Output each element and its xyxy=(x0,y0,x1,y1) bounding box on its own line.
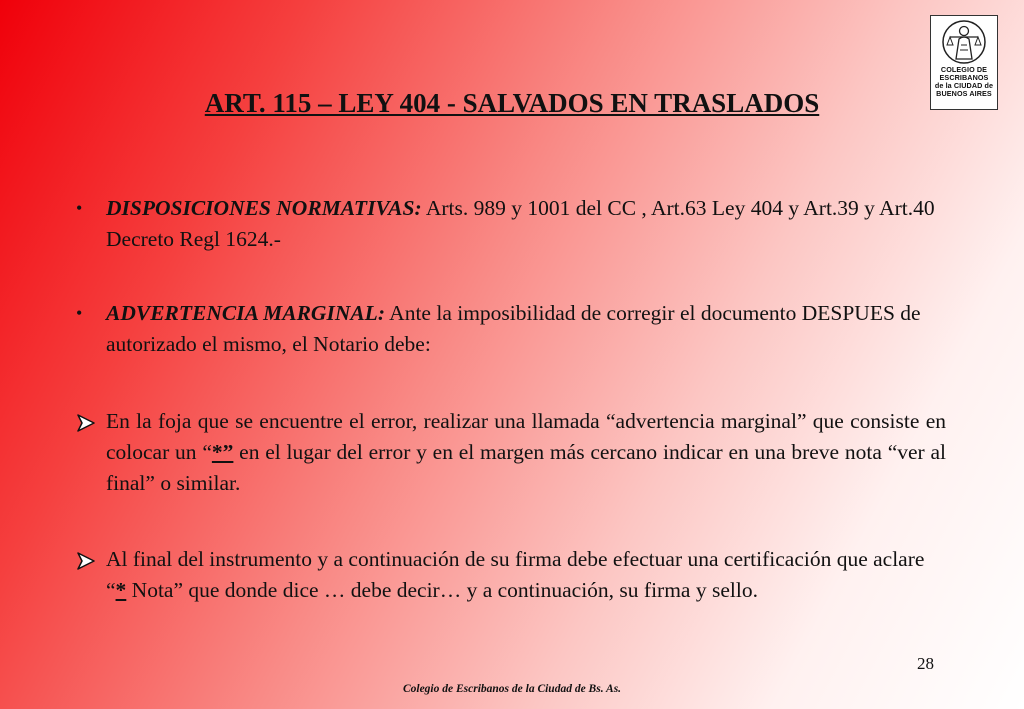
item-lead: DISPOSICIONES NORMATIVAS: xyxy=(106,196,422,220)
item-text: Ante la imposibilidad de corregir el documento DESPUES de autorizado el mismo, el Notario debe: xyxy=(106,301,921,356)
list-item-advertencia xyxy=(76,298,946,360)
list-item-foja xyxy=(76,406,946,499)
asterisk-mark: * xyxy=(115,578,127,602)
logo-line: COLEGIO DE xyxy=(940,65,988,74)
item-text: En la foja que se encuentre el error, realizar una llamada “advertencia marginal” que consiste en colocar un “ xyxy=(106,409,946,464)
item-text: en el lugar del error y en el margen más cercano indicar en una breve nota “ver al final” o similar. xyxy=(106,440,946,495)
logo-line: BUENOS AIRES xyxy=(936,89,992,98)
item-text: Al final del instrumento y a continuación de su firma debe efectuar una certificación que aclare “ xyxy=(106,547,925,602)
item-text: Arts. 989 y 1001 del CC , Art.63 Ley 404 y Art.39 y Art.40 Decreto Regl 1624.- xyxy=(106,196,935,251)
list-item-disposiciones xyxy=(76,193,946,255)
item-text: Nota” que donde dice … debe decir… y a continuación, su firma y sello. xyxy=(126,578,758,602)
asterisk-mark: *” xyxy=(211,440,234,464)
bullet-dot-icon: • xyxy=(76,303,83,323)
item-lead: ADVERTENCIA MARGINAL: xyxy=(106,301,385,325)
justice-figure-icon xyxy=(941,19,987,65)
bullet-dot-icon: • xyxy=(76,198,83,218)
list-item-final xyxy=(76,544,946,606)
list-item-body xyxy=(106,406,946,499)
page-number: 28 xyxy=(917,654,934,673)
list-item-body xyxy=(106,193,946,255)
arrowhead-bullet-icon xyxy=(76,544,100,579)
list-item-body xyxy=(106,298,946,360)
logo-line: de la CIUDAD de xyxy=(934,81,994,90)
slide-title: ART. 115 – LEY 404 - SALVADOS EN TRASLADOS xyxy=(204,88,820,118)
logo-line: ESCRIBANOS xyxy=(939,73,989,82)
arrowhead-bullet-icon xyxy=(76,406,100,441)
footer-text: Colegio de Escribanos de la Ciudad de Bs. As. xyxy=(402,683,622,695)
list-item-body xyxy=(106,544,946,606)
